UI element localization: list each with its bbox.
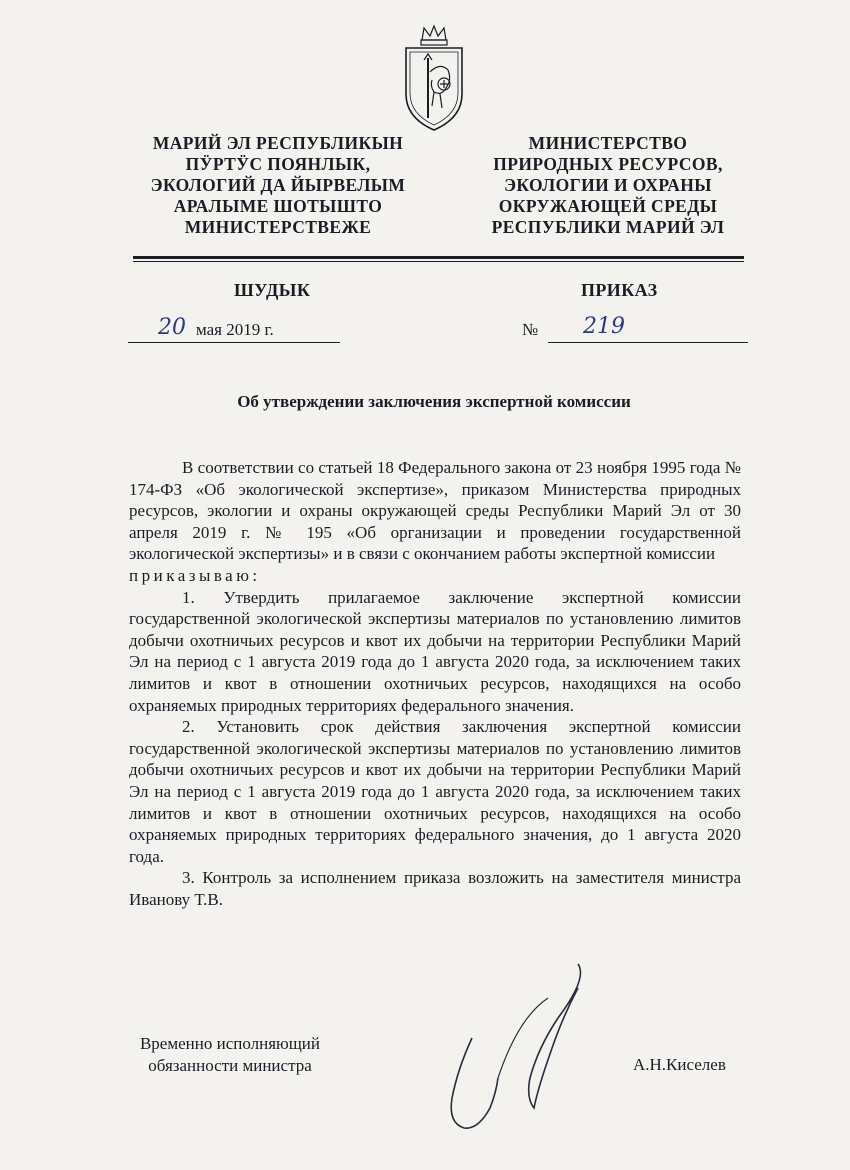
header-left-line: ПӰРТӰС ПОЯНЛЫК, [185,154,371,174]
header-left-block [128,133,428,238]
header-left-line: МИНИСТЕРСТВЕЖЕ [184,217,372,237]
number-underline [548,342,748,343]
signatory-title-line: Временно исполняющий [139,1034,321,1053]
date-printed: мая 2019 г. [196,320,274,339]
signatory-title [125,1033,335,1077]
header-divider-thick [133,256,744,259]
body-command: приказываю: [129,565,261,585]
header-divider-thin [133,261,744,262]
handwritten-signature [438,958,608,1138]
date-underline [128,342,340,343]
coat-of-arms-icon [400,22,468,134]
handwritten-number: 219 [583,314,625,339]
body-paragraph-item-1: 1. Утвердить прилагаемое заключение экспертной комиссии государственной экологической экспертизы материалов по установлению лимитов добычи охотничьих ресурсов и квот их добычи на территории Республики Марий Эл на период с 1 августа 2019 года до 1 августа 2020 года, за исключением таких лимитов и квот в отношении охотничьих ресурсов, находящихся на особо охраняемых природных территориях федерального значения. [129,587,741,715]
header-right-line: РЕСПУБЛИКИ МАРИЙ ЭЛ [491,217,725,237]
handwritten-day: 20 [158,315,186,340]
signatory-title-line: обязанности министра [148,1056,312,1075]
header-left-line: ЭКОЛОГИЙ ДА ЙЫРВЕЛЫМ [150,175,406,195]
header-left-line: МАРИЙ ЭЛ РЕСПУБЛИКЫН [152,133,404,153]
number-sign: № [522,320,539,339]
doc-type-mari: ШУДЫК [234,280,311,300]
doc-type-russian: ПРИКАЗ [581,280,658,300]
document-body [129,457,741,910]
header-right-line: ПРИРОДНЫХ РЕСУРСОВ, [493,154,723,174]
header-right-block [458,133,758,238]
document-title: Об утверждении заключения экспертной комиссии [237,392,631,411]
header-right-line: ОКРУЖАЮЩЕЙ СРЕДЫ [498,196,718,216]
header-left-line: АРАЛЫМЕ ШОТЫШТО [173,196,383,216]
signatory-name: А.Н.Киселев [633,1055,726,1074]
body-paragraph-preamble: В соответствии со статьей 18 Федерального закона от 23 ноября 1995 года № 174-ФЗ «Об экологической экспертизе», приказом Министерства природных ресурсов, экологии и охраны окружающей среды Республики Марий Эл от 30 апреля 2019 г. № 195 «Об организации и проведении государственной экологической экспертизы» и в связи с окончанием работы экспертной комиссии [129,458,741,564]
header-right-line: МИНИСТЕРСТВО [528,133,688,153]
header-right-line: ЭКОЛОГИИ И ОХРАНЫ [504,175,712,195]
body-paragraph-item-3: 3. Контроль за исполнением приказа возложить на заместителя министра Иванову Т.В. [129,868,741,909]
body-paragraph-item-2: 2. Установить срок действия заключения экспертной комиссии государственной экологической экспертизы материалов по установлению лимитов добычи охотничьих ресурсов и квот их добычи на территории Республики Марий Эл на период с 1 августа 2019 года до 1 августа 2020 года, за исключением таких лимитов и квот в отношении охотничьих ресурсов, находящихся на особо охраняемых природных территориях федерального значения, до 1 августа 2020 года. [129,717,741,866]
